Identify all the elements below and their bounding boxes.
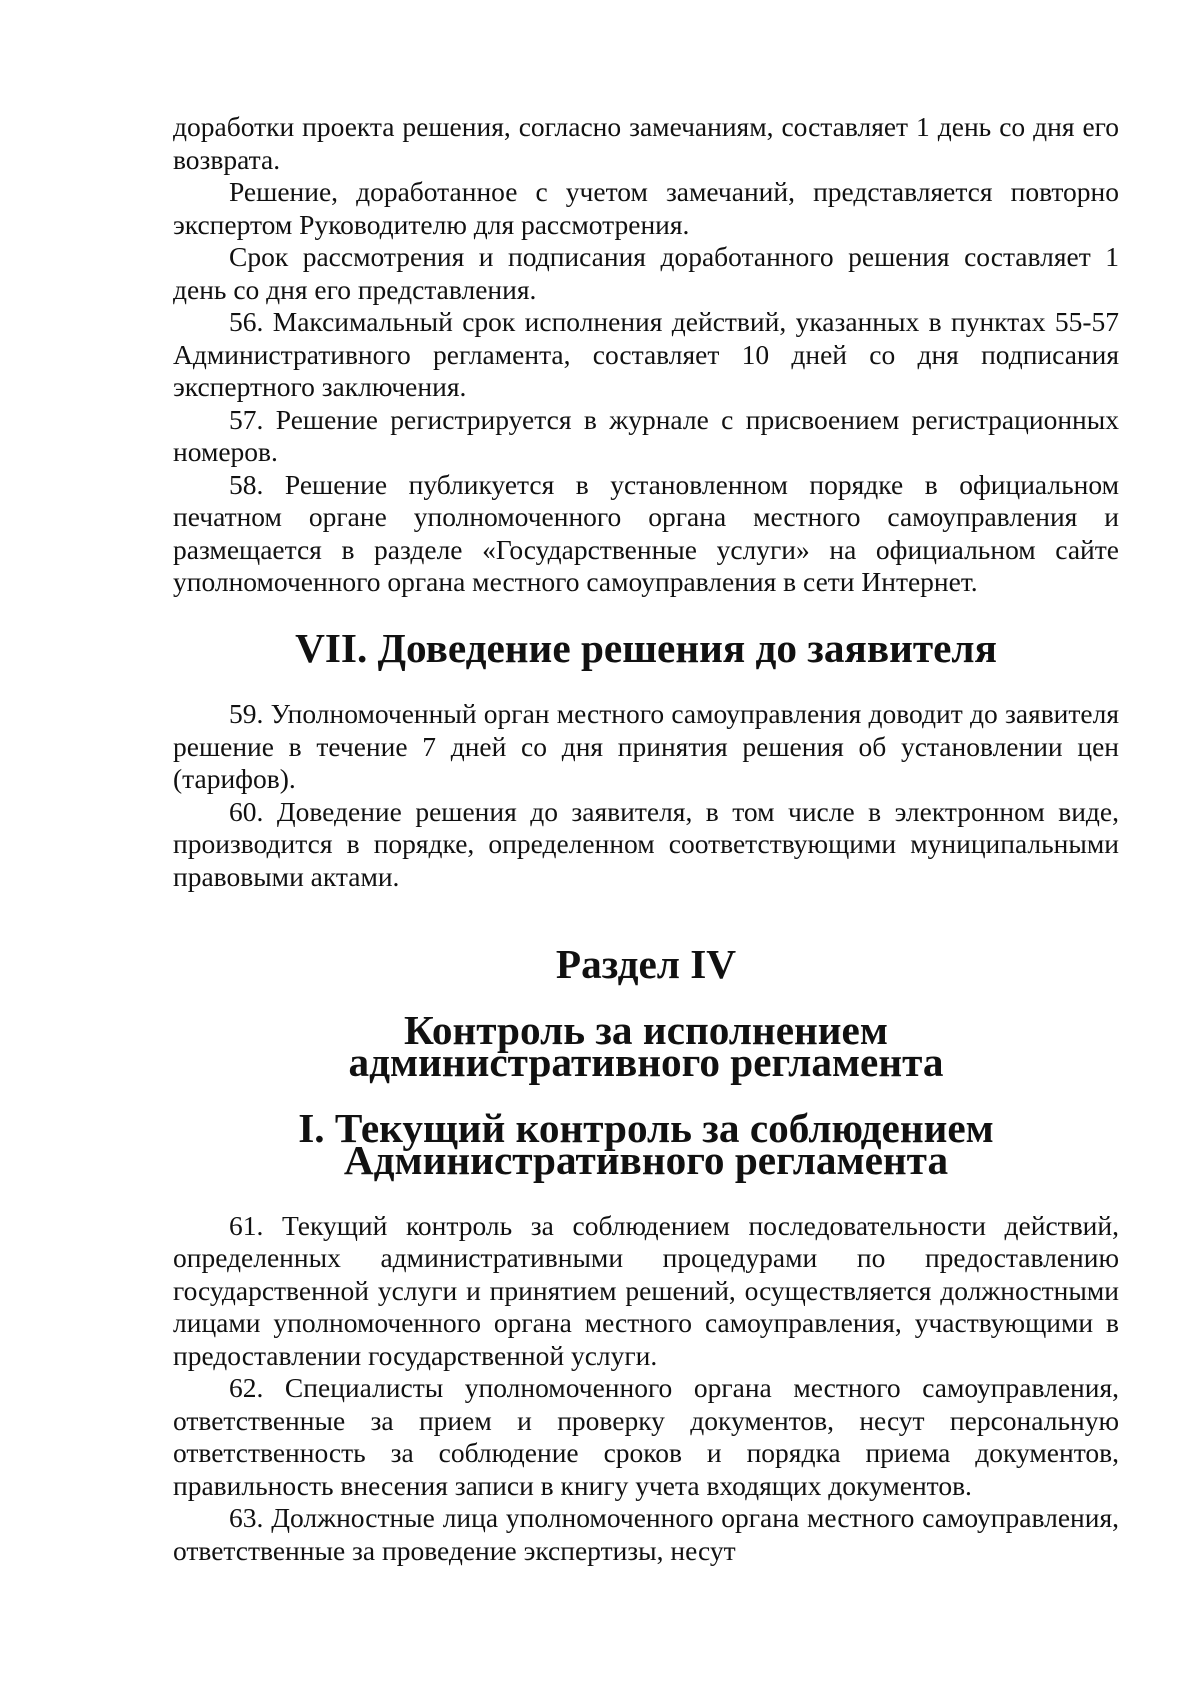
section-label: Раздел IV (555, 941, 737, 987)
paragraph-57: 57. Решение регистрируется в журнале с присвоением регистрационных номеров. (173, 403, 1119, 467)
section-title-line-2: административного регламента (348, 1039, 944, 1085)
section-title (173, 1006, 1119, 1085)
paragraph-continuation: доработки проекта решения, согласно замечаниям, составляет 1 день со дня его возврата. (173, 111, 1119, 175)
subsection-title (173, 1104, 1119, 1183)
document-page (173, 111, 1119, 1567)
paragraph-review-term: Срок рассмотрения и подписания доработанного решения составляет 1 день со дня его представления. (173, 241, 1119, 305)
paragraph-56: 56. Максимальный срок исполнения действий, указанных в пунктах 55-57 Административного регламента, составляет 10 дней со дня подписания экспертного заключения. (173, 306, 1119, 402)
paragraph-resubmission: Решение, доработанное с учетом замечаний, представляется повторно экспертом Руководителю для рассмотрения. (173, 176, 1119, 240)
paragraph-59: 59. Уполномоченный орган местного самоуправления доводит до заявителя решение в течение 7 дней со дня принятия решения об установлении цен (тарифов). (173, 698, 1119, 794)
paragraph-62: 62. Специалисты уполномоченного органа местного самоуправления, ответственные за прием и проверку документов, несут персональную ответственность за соблюдение сроков и порядка приема документов, правильность внесения записи в книгу учета входящих документов. (173, 1372, 1119, 1501)
heading-vii: VII. Доведение решения до заявителя (295, 624, 997, 671)
paragraph-58: 58. Решение публикуется в установленном порядке в официальном печатном органе уполномоченного органа местного самоуправления и размещается в разделе «Государственные услуги» на официальном сайте уполномоченного органа местного самоуправления в сети Интернет. (173, 468, 1119, 597)
paragraph-63: 63. Должностные лица уполномоченного органа местного самоуправления, ответственные за проведение экспертизы, несут (173, 1502, 1119, 1566)
section-title-line-1: Контроль за исполнением (404, 1006, 888, 1053)
subsection-title-line-2: Административного регламента (343, 1137, 949, 1183)
subsection-title-line-1: I. Текущий контроль за соблюдением (298, 1104, 994, 1151)
paragraph-60: 60. Доведение решения до заявителя, в том числе в электронном виде, производится в порядке, определенном соответствующими муниципальными правовыми актами. (173, 795, 1119, 892)
paragraph-61: 61. Текущий контроль за соблюдением последовательности действий, определенных административными процедурами по предоставлению государственной услуги и принятием решений, осуществляется должностными лицами уполномоченного органа местного самоуправления, участвующими в предоставлении государственной услуги. (173, 1209, 1119, 1371)
